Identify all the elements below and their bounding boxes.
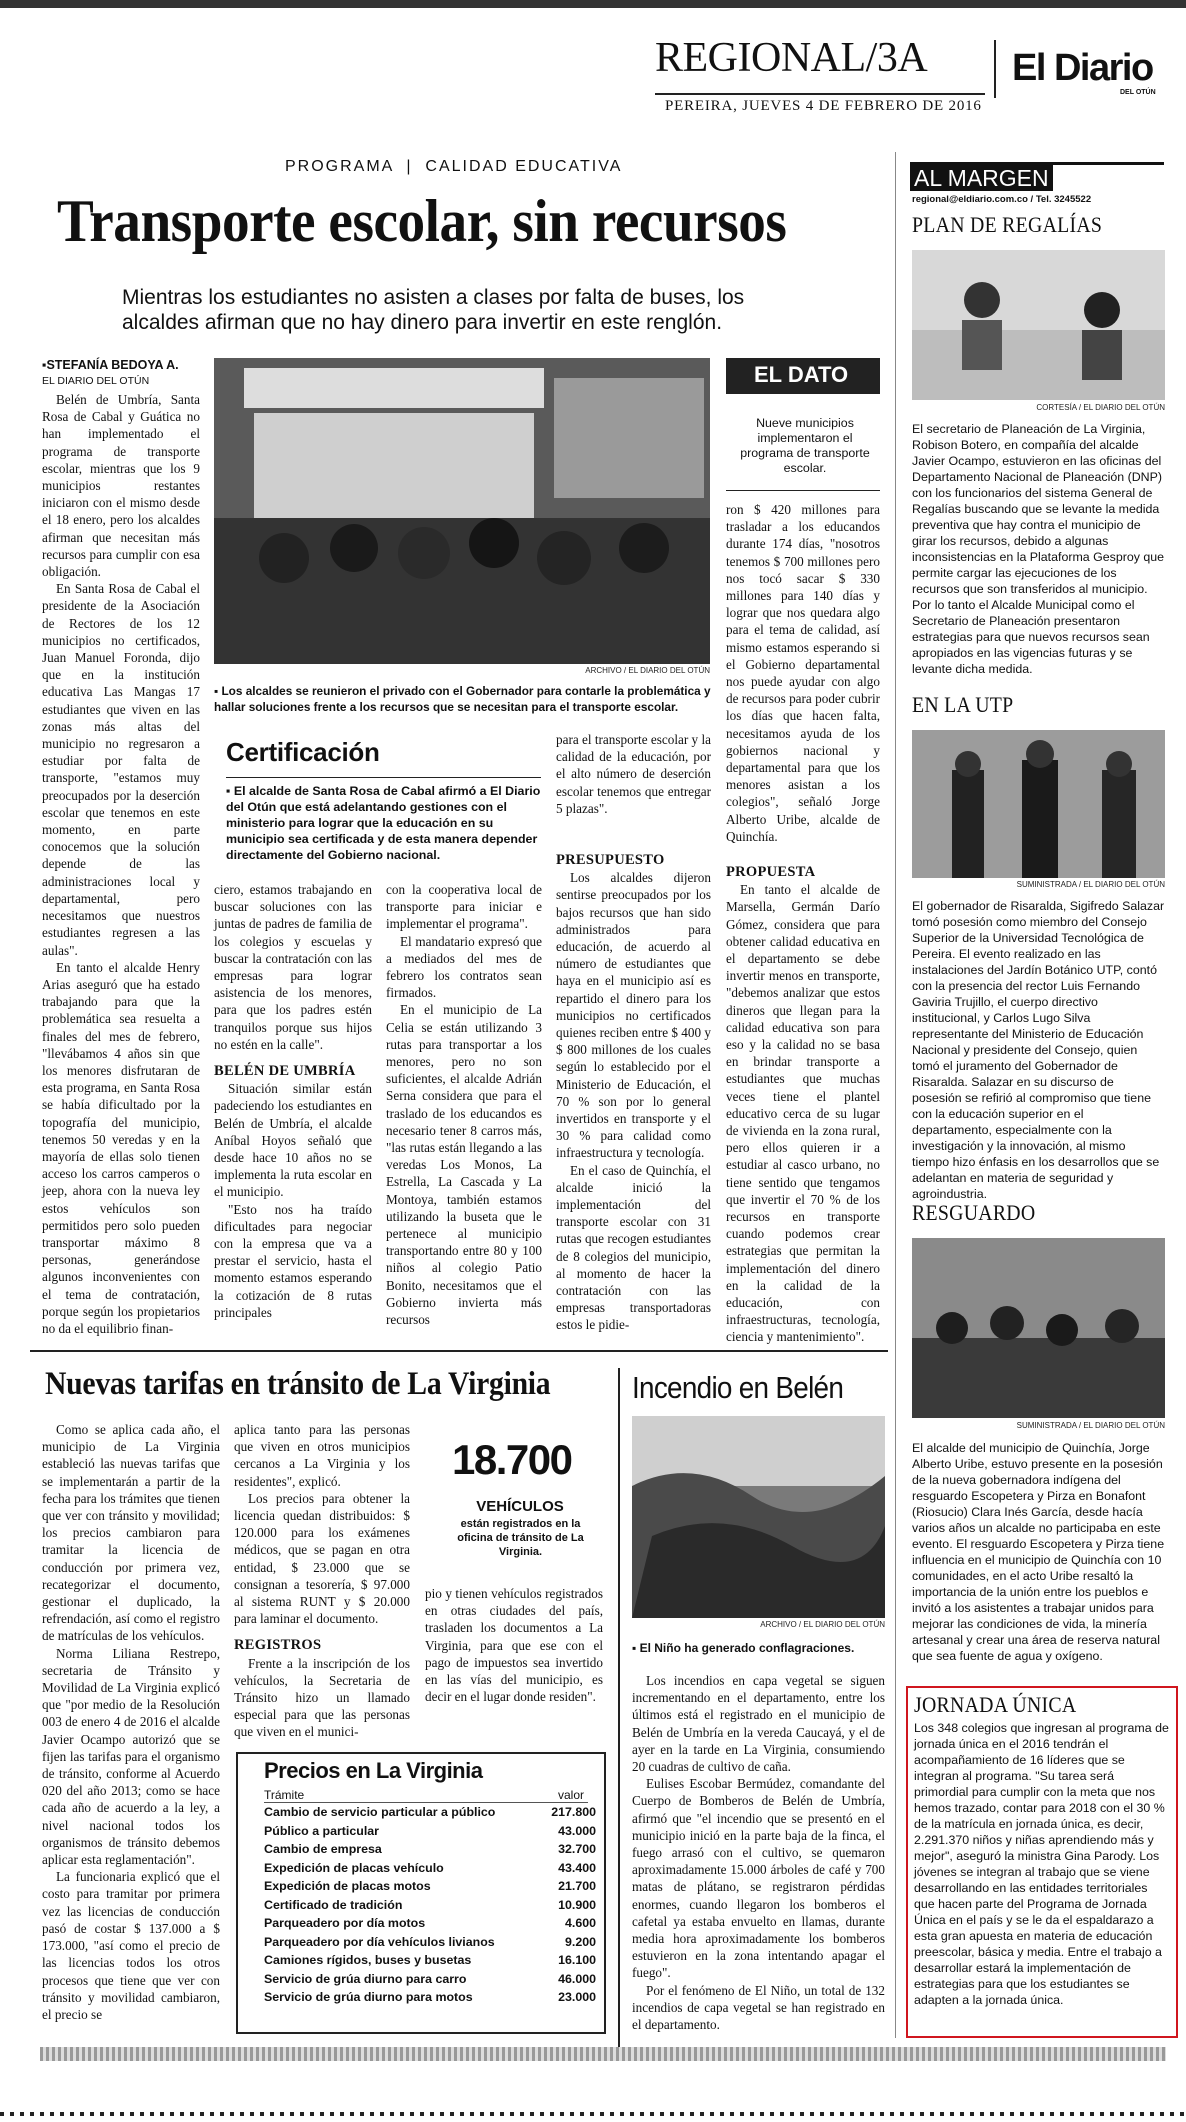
incendio-photo-fire <box>632 1416 885 1618</box>
sidebar-text-resguardo: El alcalde del municipio de Quinchía, Jorge Alberto Uribe, estuvo presente en la posesión de la nueva gobernadora indígena del resguardo Escopetera y Pirza en Bonafont (Riosucio) Clara Inés García, desde hacía varios años un alcalde no participaba en este evento. El resguardo Escopetera y Pirza tiene influencia en el municipio de Quinchía con 10 comunidades, en el acto Uribe resaltó la importancia de la unión entre los pueblos e invitó a los asistentes a trabajar unidos para mejorar las condiciones de vida, la minería artesanal y crear una área de reserva natural que sea fuente de agua y oxígeno. <box>912 1441 1165 1663</box>
price-value: 21.700 <box>558 1879 596 1893</box>
incendio-photo-credit: ARCHIVO / EL DIARIO DEL OTÚN <box>760 1620 885 1629</box>
cert-col-3: para el transporte escolar y la calidad de la educación, por el alto número de deserción escolar tenemos que entregar 5 plazas". <box>556 732 711 816</box>
price-value: 10.900 <box>558 1897 596 1912</box>
page-bottom-edge <box>0 2112 1186 2116</box>
subhead-registros: REGISTROS <box>234 1637 322 1654</box>
price-item: Servicio de grúa diurno para carro <box>264 1971 467 1986</box>
price-value: 46.000 <box>558 1971 596 1986</box>
price-item: Expedición de placas vehículo <box>264 1860 444 1875</box>
top-border-strip <box>0 0 1186 8</box>
column-divider <box>618 1368 620 2048</box>
price-row <box>264 1951 596 1970</box>
tarifas-col-3: pio y tienen vehículos registrados en otras ciudades del país, trasladen los documentos a La Virginia, para que ese con el pago de impuestos sea invertido en las vías del municipio, es decir en el lugar donde residen". <box>425 1586 603 1705</box>
price-row <box>264 1803 596 1822</box>
subhead-belen: BELÉN DE UMBRÍA <box>214 1063 356 1080</box>
price-item: Camiones rígidos, buses y busetas <box>264 1953 472 1967</box>
price-item: Cambio de servicio particular a público <box>264 1805 496 1819</box>
cert-summary: ▪ El alcalde de Santa Rosa de Cabal afirmó a El Diario del Otún que está adelantando gestiones con el ministerio para lograr que la educación en su municipio sea certificada y de esta manera depender directamente del Gobierno nacional. <box>226 784 541 862</box>
sidebar-photo-credit-2: SUMINISTRADA / EL DIARIO DEL OTÚN <box>1016 1421 1165 1430</box>
prices-title: Precios en La Virginia <box>264 1758 483 1783</box>
main-deck: Mientras los estudiantes no asisten a clases por falta de buses, los alcaldes afirman que no hay dinero para invertir en este renglón. <box>122 286 745 334</box>
sidebar-title: AL MARGEN <box>910 162 1164 190</box>
price-value: 32.700 <box>558 1842 596 1856</box>
main-photo-students-bulletin-board <box>214 358 710 664</box>
price-item: Certificado de tradición <box>264 1897 403 1912</box>
main-col-right-top: ron $ 420 millones para trasladar a los educandos durante 174 días, "nosotros tenemos $ 700 millones pero nos tocó sacar $ 330 millones para 140 días y lograr que nos quedara algo para el tema de calidad, así mismo estamos esperando si el Gobierno departamental nos puede ayudar con algo de recursos para poder cubrir los días que hacen falta, necesitamos ayuda de los gobiernos nacional y departamental para que los menores asistan a los colegios", señaló Jorge Alberto Uribe, alcalde de Quinchía. <box>726 502 880 844</box>
incendio-body: Los incendios en capa vegetal se siguen incrementando en el departamento, entre los últimos está el registrado en el municipio de Belén de Umbría en la vereda Caucayá, y el de ayer en la tarde en La Virginia, consumiendo 20 cuadras de cultivo de caña. Eulises Escobar Bermúdez, comandante del Cuerpo de Bomberos de Belén de Umbría, afirmó que "el incendio que se presentó en el municipio inició en la parte baja de la finca, el fuego arrasó con el cultivo, se quemaron aproximadamente 15.000 árboles de café y 700 matas de plátano, se registraron pérdidas enormes, cuando llegaron los bomberos el cafetal ya estaba envuelto en llamas, durante media hora aproximadamente los bomberos estuvieron en la zona intentando apagar el fuego". Por el fenómeno de El Niño, un total de 132 incendios de capa vegetal se han registrado en el departamento. <box>632 1673 885 2033</box>
tarifas-col-1: Como se aplica cada año, el municipio de La Virginia estableció las nuevas tarifas que se implementarán a partir de la fecha para los trámites que tienen que ver con tránsito y movilidad; los precios cambiaron para tramitar la licencia de conducción por primera vez, recategorizar el documento, gestionar el duplicado, la refrendación, así como el registro de matrículas de los vehículos. Norma Liliana Restrepo, secretaria de Tránsito y Movilidad de La Virginia explicó que "por medio de la Resolución 003 de enero 4 de 2016 el alcalde Javier Ocampo autorizó que se fijen las tarifas para el organismo de tránsito, conforme al Acuerdo 020 del año 2013; como se hace cada año de acuerdo a la ley, a nivel nacional todos los organismos de tránsito debemos aplicar esta reglamentación". La funcionaria explicó que el costo para tramitar por primera vez las licencias de conducción pasó de costar $ 137.000 a $ 173.000, "así como el precio de las licencias todos los otros procesos que tiene que ver con tránsito y movilidad cambiaron, el precio se <box>42 1422 220 2022</box>
cert-title: Certificación <box>226 737 380 767</box>
incendio-headline: Incendio en Belén <box>632 1370 844 1405</box>
sidebar-left-rule <box>895 152 896 2038</box>
stat-number: 18.700 <box>452 1436 572 1483</box>
presupuesto-col: PRESUPUESTO Los alcaldes dijeron sentirse preocupados por los bajos recursos que han sido administrados para educación, de acuerdo al número de estudiantes que haya en el municipio así es repartido el dinero para los municipios no certificados quienes reciben entre $ 400 y $ 800 millones de los cuales según lo establecido por el Ministerio de Educación, el 70 % son por lo general invertidos en transporte y el 30 % para calidad como infraestructura y tecnología. En el caso de Quinchía, el alcalde inició la implementación del transporte escolar con 31 rutas que recogen estudiantes de 8 colegios del municipio, al momento de hacer la contratación con las empresas transportadoras estos le pidie- <box>556 852 711 1333</box>
sidebar-text-plan-regalias: El secretario de Planeación de La Virginia, Robison Botero, en compañía del alcalde Javier Ocampo, estuvieron en las oficinas del Departamento Nacional de Planeación (DNP) con los funcionarios del sistema General de Regalías buscando que se levante la medida preventiva que hay contra el municipio de girar los recursos, debido a algunas inconsistencias en la Plataforma Gesproy que permite cargar las ejecuciones de los recursos que son transferidos al municipio. Por lo tanto el Alcalde Municipal como el Secretario de Planeación presentaron estrategias para que nuevos recursos sean apropiados en las vigencias futuras y se levante dicha medida. <box>912 422 1165 676</box>
section-title: REGIONAL/3A <box>655 35 928 81</box>
el-dato-rule <box>726 490 880 491</box>
incendio-caption: ▪ El Niño ha generado conflagraciones. <box>632 1641 855 1655</box>
main-photo-credit: ARCHIVO / EL DIARIO DEL OTÚN <box>585 666 710 675</box>
price-value: 16.100 <box>558 1953 596 1967</box>
tarifas-col-2: aplica tanto para las personas que viven en otros municipios cercanos a La Virginia y los residentes", explicó. Los precios para obtener la licencia quedan distribuidos: $ 120.000 para los exámenes médicos, que se pagan en otra entidad, $ 23.000 que se consignan a tesorería, $ 97.000 al sistema RUNT y $ 20.000 para laminar el documento. REGISTROS Frente a la inscripción de los vehículos, la Secretaria de Tránsito hizo un llamado especial para que las personas que viven en el munici- <box>234 1422 410 1740</box>
price-row <box>264 1877 596 1896</box>
dateline: PEREIRA, JUEVES 4 DE FEBRERO DE 2016 <box>665 98 982 114</box>
story-kicker: PROGRAMA | CALIDAD EDUCATIVA <box>285 158 623 175</box>
main-col-b: con la cooperativa local de transporte para iniciar e implementar el programa". El mandatario expresó que a mediados del mes de febrero los contratos sean firmados. En el municipio de La Celia se están utilizando 3 rutas para transportar a los menores, pero no son suficientes, el alcalde Adrián Serna considera que para el traslado de los educandos es necesario tener 8 carros más, "las rutas están llegando a las veredas Los Monos, La Estrella, La Cascada y La Montoya, también estamos utilizando la buseta que le pertenece al municipio transportando entre 80 y 100 niños al colegio Patio Bonito, necesitamos que el Gobierno invierta más recursos <box>386 882 542 1328</box>
sidebar-photo-credit-1: SUMINISTRADA / EL DIARIO DEL OTÚN <box>1016 880 1165 889</box>
price-value: 43.000 <box>558 1823 596 1838</box>
bottom-section-rule <box>30 1350 888 1352</box>
el-dato-text: Nueve municipios implementaron el programa de transporte escolar. <box>740 416 870 475</box>
masthead-divider <box>994 40 996 98</box>
price-value: 217.800 <box>551 1805 596 1819</box>
price-row <box>264 1988 596 2007</box>
price-item: Parqueadero por día motos <box>264 1916 426 1930</box>
subhead-presupuesto: PRESUPUESTO <box>556 852 665 868</box>
price-row <box>264 1914 596 1933</box>
price-value: 4.600 <box>564 1916 596 1930</box>
cert-rule <box>226 777 541 778</box>
byline: ▪STEFANÍA BEDOYA A. <box>42 358 179 372</box>
price-item: Parqueadero por día vehículos livianos <box>264 1934 495 1949</box>
subhead-propuesta: PROPUESTA <box>726 864 816 880</box>
main-photo-caption: ▪ Los alcaldes se reunieron el privado con el Gobernador para contarle la problemática y hallar soluciones frente a los recursos que se necesitan para el transporte escolar. <box>214 684 711 714</box>
price-item: Público a particular <box>264 1823 379 1838</box>
byline-outlet: EL DIARIO DEL OTÚN <box>42 375 150 387</box>
price-value: 43.400 <box>558 1860 596 1875</box>
tarifas-headline: Nuevas tarifas en tránsito de La Virginia <box>45 1366 551 1402</box>
prices-table <box>264 1803 596 2007</box>
price-value: 23.000 <box>558 1990 596 2004</box>
stat-description: están registrados en la oficina de tránsito de La Virginia. <box>457 1518 584 1558</box>
sidebar-photo-credit-0: CORTESÍA / EL DIARIO DEL OTÚN <box>1036 403 1165 412</box>
sidebar-head-plan-regalias: PLAN DE REGALÍAS <box>912 212 1103 237</box>
propuesta-col: PROPUESTA En tanto el alcalde de Marsella, Germán Darío Gómez, considera que para obtener calidad educativa en el departamento se debe invertir menos en transporte, "debemos analizar que estos dineros que llegan para la calidad educativa son para eso y la calidad no se basa en brindar transporte a estudiantes que muchas veces tiene el plantel educativo cerca de su lugar de vivienda en la zona rural, pero ellos quieren ir a estudiar al casco urbano, no tiene sentido que tengamos que invertir el 70 % de los recursos en transporte cuando podemos crear estrategias que permitan la implementación del dinero en la calidad de la educación, con infraestructuras, tecnología, ciencia y mantenimiento". <box>726 864 880 1345</box>
bottom-border-strip <box>40 2047 1166 2061</box>
price-row <box>264 1840 596 1859</box>
prices-header: Trámite valor <box>264 1788 584 1802</box>
el-dato-box-title: EL DATO <box>726 358 880 394</box>
prices-table-box <box>236 1752 606 2034</box>
price-item: Cambio de empresa <box>264 1842 382 1856</box>
main-headline: Transporte escolar, sin recursos <box>57 188 787 254</box>
newspaper-logo: El Diario <box>1012 47 1153 89</box>
stat-label: VEHÍCULOS <box>476 1498 564 1515</box>
main-col-1: Belén de Umbría, Santa Rosa de Cabal y Guática no han implementado el programa de transporte escolar, mientras que los 9 municipios restantes iniciaron con el mismo desde el 18 enero, pero los alcaldes afirman que necesitan más recursos para cumplir con esa obligación. En Santa Rosa de Cabal el presidente de la Asociación de Rectores de los 12 municipios no certificados, Juan Manuel Foronda, dijo que en la institución educativa Las Mangas 17 estudiantes que viven en las zonas más altas del municipio no regresaron a estudiar por falta de transporte, "estamos muy preocupados por la deserción escolar que tenemos en este momento, en parte conocemos que la solución depende de las administraciones local y departamental, pero necesitamos que nuestros estudiantes regresen a las aulas". En tanto el alcalde Henry Arias aseguró que ha estado trabajando para que la problemática sea resuelta a finales del mes de febrero, "llevábamos 4 años sin que los menores disfrutaran de esta programa, en Santa Rosa se había dificultado por la topografía del municipio, tenemos 50 veredas y en la mayoría de ellas solo tienen acceso los carros camperos o jeep, ahora con la nueva ley estos vehículos son permitidos pero solo pueden transportar máximo 8 personas, generándose algunos inconvenientes con el tema de contratación, porque según los propietarios no da el equilibrio finan- <box>42 392 200 1336</box>
price-row <box>264 1970 596 1989</box>
sidebar-text-utp: El gobernador de Risaralda, Sigifredo Salazar tomó posesión como miembro del Consejo Superior de la Universidad Tecnológica de Pereira. El evento realizado en las instalaciones del Jardín Botánico UTP, contó con la presencia del rector Luis Fernando Gaviria Trujillo, el cuerpo directivo institucional, y Carlos Lugo Silva representante del Ministerio de Educación Nacional y presidente del Consejo, quien tomó el juramento del Gobernador de Risaralda. Salazar en su discurso de posesión se refirió al compromiso que tiene con la educación superior en el departamento, especialmente con la investigación y la innovación, al mismo tiempo hizo énfasis en los desarrollos que se adelantan en materia de seguridad y agroindustria. <box>912 899 1165 1201</box>
price-row <box>264 1933 596 1952</box>
price-row <box>264 1859 596 1878</box>
sidebar-photo-resguardo <box>912 1238 1165 1418</box>
sidebar-contact: regional@eldiario.com.co / Tel. 3245522 <box>912 194 1092 205</box>
sidebar-head-jornada-unica: JORNADA ÚNICA <box>914 1692 1077 1717</box>
sidebar-head-resguardo: RESGUARDO <box>912 1200 1036 1225</box>
main-col-a: ciero, estamos trabajando en buscar soluciones con las juntas de padres de familia de los colegios y escuelas y buscar la contratación con las empresas para lograr asistencia de los menores, para que los padres estén tranquilos porque sus hijos no estén en la calle". BELÉN DE UMBRÍA Situación similar están padeciendo los estudiantes en Belén de Umbría, el alcalde Aníbal Hoyos señaló que desde hace 10 años no se implementa la ruta escolar en el municipio. "Esto nos ha traído dificultades para negociar con la empresa que va a prestar el servicio, hasta el momento estamos esperando la cotización de 8 rutas principales <box>214 882 372 1320</box>
price-row <box>264 1896 596 1915</box>
price-item: Expedición de placas motos <box>264 1879 431 1893</box>
sidebar-head-utp: EN LA UTP <box>912 692 1014 717</box>
price-item: Servicio de grúa diurno para motos <box>264 1990 473 2004</box>
price-value: 9.200 <box>564 1934 596 1949</box>
sidebar-text-jornada-unica: Los 348 colegios que ingresan al programa de jornada única en el 2016 tendrán el acompañamiento de 16 líderes que se integran al programa. "Su tarea será primordial para cumplir con la meta que nos hemos trazado, contar para 2018 con el 30 % de la matrícula en jornada única, es decir, 2.291.370 niños y niñas aprendiendo más y mejor", aseguró la ministra Gina Parody. Los jóvenes se integran al trabajo que se viene desarrollando en las entidades territoriales que hacen parte del Programa de Jornada Única en el país y se le da el espaldarazo a esta gran apuesta en materia de educación preescolar, básica y media. Entre el trabajo a desarrollar estará la implementación de estrategias para que los estudiantes se adapten a la jornada única. <box>914 1721 1169 2007</box>
dateline-rule <box>655 93 985 95</box>
sidebar-photo-utp <box>912 730 1165 878</box>
logo-subtitle: DEL OTÚN <box>1120 89 1156 96</box>
price-row <box>264 1822 596 1841</box>
sidebar-photo-meeting <box>912 250 1165 400</box>
